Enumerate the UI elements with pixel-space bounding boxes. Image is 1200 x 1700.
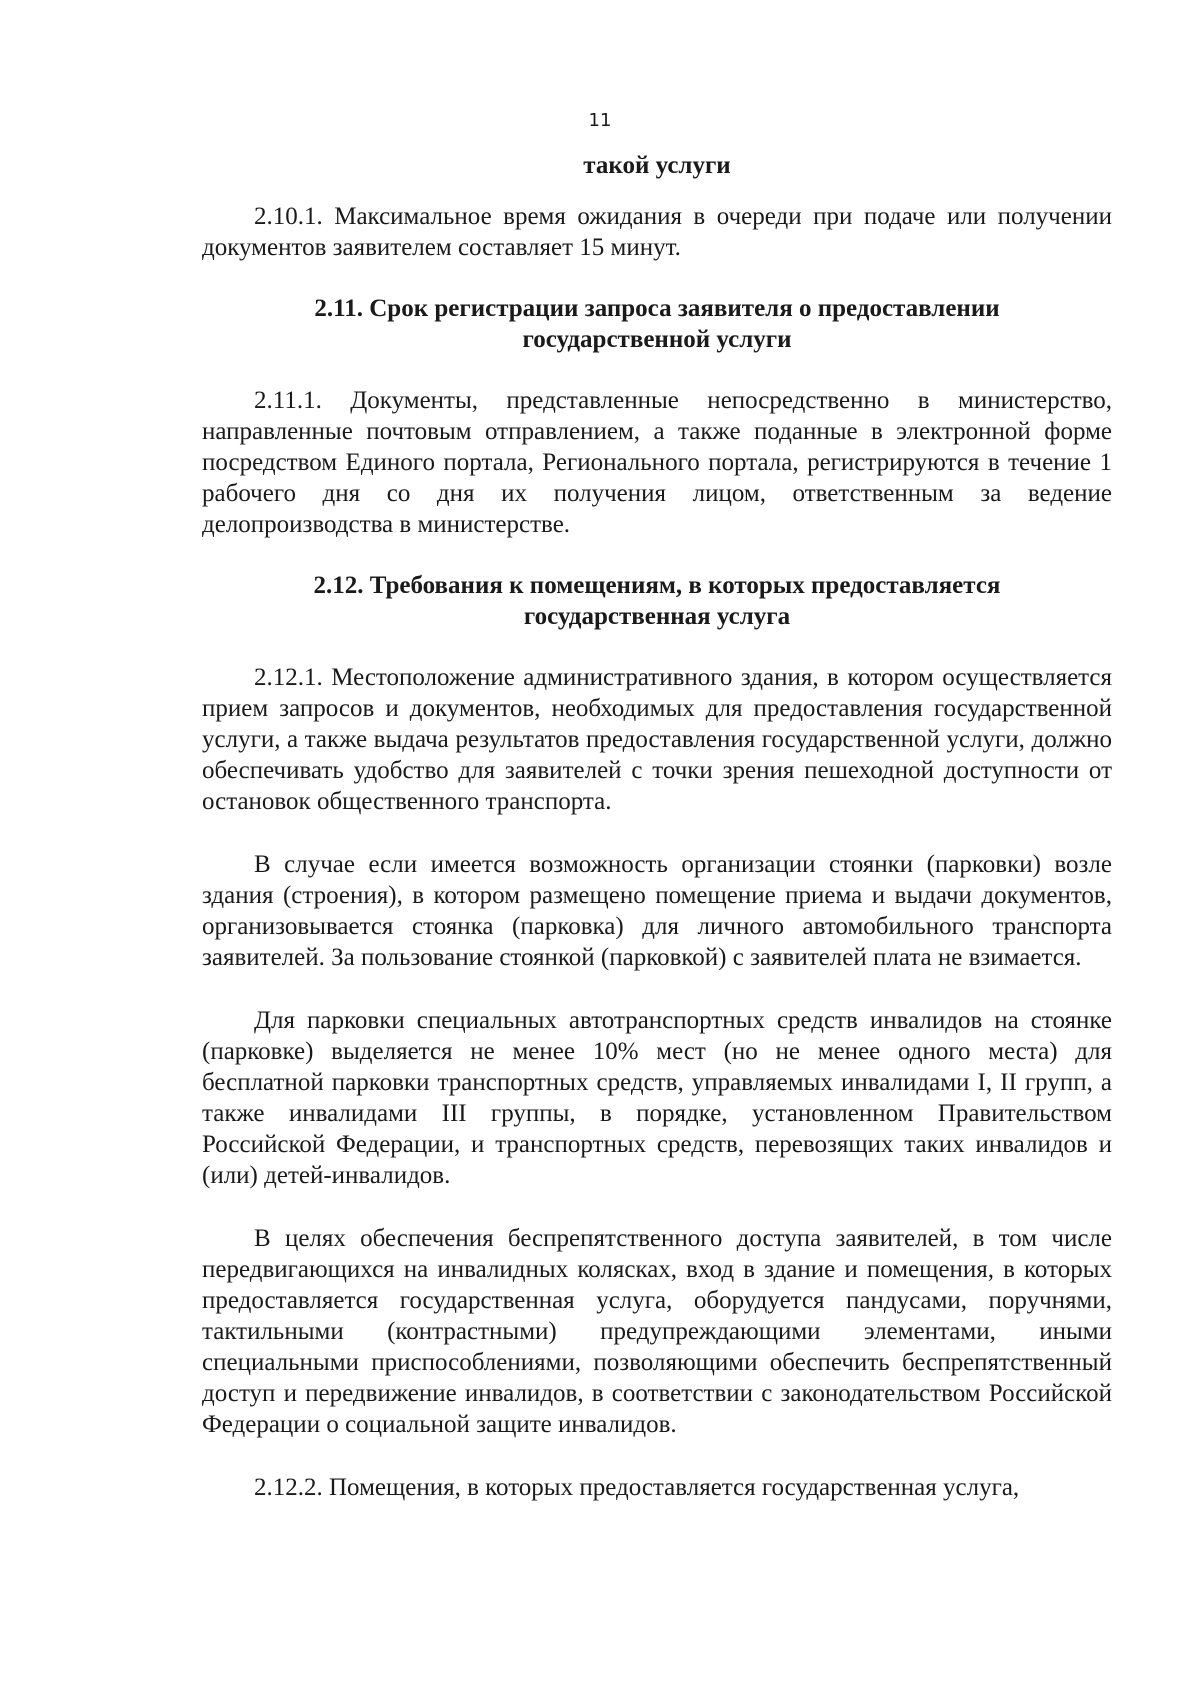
- section-heading-2-12: 2.12. Требования к помещениям, в которых предоставляется государственная услуга: [313, 572, 1001, 630]
- section-heading-continuation: такой услуги: [583, 152, 731, 179]
- paragraph-2-10-1: 2.10.1. Максимальное время ожидания в очереди при подаче или получении документов заявителем составляет 15 минут.: [202, 203, 1112, 261]
- paragraph-2-12-1: 2.12.1. Местоположение административного здания, в котором осуществляется прием запросов и документов, необходимых для предоставления государственной услуги, а также выдача результатов предоставления государственной услуги, должно обеспечивать удобство для заявителей с точки зрения пешеходной доступности от остановок общественного транспорта.: [202, 664, 1112, 815]
- paragraph-2-11-1: 2.11.1. Документы, представленные непосредственно в министерство, направленные почтовым отправлением, а также поданные в электронной форме посредством Единого портала, Регионального портала, регистрируются в течение 1 рабочего дня со дня их получения лицом, ответственным за ведение делопроизводства в министерстве.: [202, 387, 1112, 538]
- paragraph-disabled-parking: Для парковки специальных автотранспортных средств инвалидов на стоянке (парковке) выделяется не менее 10% мест (но не менее одного места) для бесплатной парковки транспортных средств, управляемых инвалидами I, II групп, а также инвалидами III группы, в порядке, установленном Правительством Российской Федерации, и транспортных средств, перевозящих таких инвалидов и (или) детей-инвалидов.: [202, 1007, 1112, 1189]
- paragraph-2-12-2: 2.12.2. Помещения, в которых предоставляется государственная услуга,: [254, 1474, 1020, 1501]
- page-number: 11: [588, 110, 612, 131]
- section-heading-2-11: 2.11. Срок регистрации запроса заявителя о предоставлении государственной услуги: [314, 295, 1000, 353]
- document-body: [202, 150, 1112, 1503]
- paragraph-parking: В случае если имеется возможность организации стоянки (парковки) возле здания (строения), в котором размещено помещение приема и выдачи документов, организовывается стоянка (парковка) для личного автомобильного транспорта заявителей. За пользование стоянкой (парковкой) с заявителей плата не взимается.: [202, 851, 1112, 971]
- paragraph-accessibility: В целях обеспечения беспрепятственного доступа заявителей, в том числе передвигающихся на инвалидных колясках, вход в здание и помещения, в которых предоставляется государственная услуга, оборудуется пандусами, поручнями, тактильными (контрастными) предупреждающими элементами, иными специальными приспособлениями, позволяющими обеспечить беспрепятственный доступ и передвижение инвалидов, в соответствии с законодательством Российской Федерации о социальной защите инвалидов.: [202, 1225, 1112, 1438]
